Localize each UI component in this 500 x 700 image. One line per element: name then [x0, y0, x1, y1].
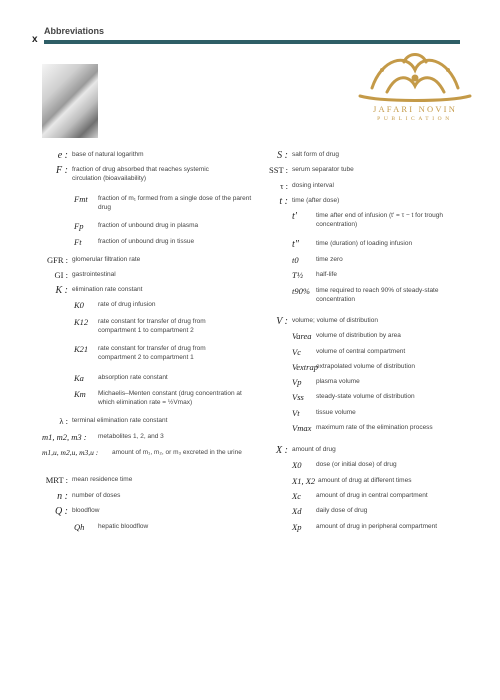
symbol: Vt: [292, 408, 300, 418]
definition: maximum rate of the elimination process: [316, 424, 433, 431]
definition: gastrointestinal: [72, 271, 116, 278]
symbol: t′: [292, 211, 297, 222]
symbol: K0: [74, 300, 84, 310]
definition: half-life: [316, 271, 337, 278]
symbol: MRT :: [45, 475, 68, 485]
symbol: X0: [292, 460, 302, 470]
definition: dosing interval: [292, 182, 334, 189]
definition: daily dose of drug: [316, 507, 368, 514]
definition: number of doses: [72, 492, 121, 499]
symbol: Ka: [74, 373, 84, 383]
symbol: Xc: [292, 491, 301, 501]
definition: time (after dose): [292, 197, 340, 204]
definition: fraction of drug absorbed that reaches systemic circulation (bioavailability): [72, 166, 209, 182]
logo-name: JAFARI NOVIN: [372, 104, 458, 114]
definition: glomerular filtration rate: [72, 256, 141, 263]
symbol: Varea: [292, 331, 312, 341]
definition: fraction of unbound drug in tissue: [98, 238, 195, 245]
definition: time (duration) of loading infusion: [316, 240, 413, 247]
definition: volume of central compartment: [316, 348, 406, 355]
definition: time required to reach 90% of steady-state concentration: [316, 287, 439, 303]
definition: elimination rate constant: [72, 286, 143, 293]
symbol: K12: [74, 317, 89, 327]
symbol: Fp: [74, 221, 84, 231]
symbol: τ :: [280, 181, 288, 191]
symbol: K :: [55, 285, 68, 296]
definition: hepatic bloodflow: [98, 523, 149, 530]
definition: base of natural logarithm: [72, 151, 144, 158]
definition: time zero: [316, 256, 343, 263]
symbol: m1, m2, m3 :: [42, 432, 87, 442]
definition: bloodflow: [72, 507, 100, 514]
symbol: V :: [276, 316, 288, 327]
symbol: Vmax: [292, 423, 312, 433]
definition: time after end of infusion (t′ = τ − t for trough concentration): [316, 212, 443, 228]
symbol: SST :: [269, 165, 288, 175]
definition: amount of drug in peripheral compartment: [316, 523, 438, 530]
symbol: X1, X2: [292, 476, 316, 486]
publisher-logo: [352, 48, 478, 130]
definition: dose (or initial dose) of drug: [316, 461, 397, 468]
symbol: e :: [57, 150, 68, 161]
symbol: n :: [57, 491, 68, 502]
symbol: Qh: [74, 522, 85, 532]
symbol: Vss: [292, 392, 304, 402]
header-rule: [44, 40, 460, 44]
definition: rate of drug infusion: [98, 301, 156, 308]
definition: amount of drug in central compartment: [316, 492, 428, 499]
definition: amount of drug: [292, 446, 336, 453]
decorative-photo: [42, 64, 98, 138]
definition: Michaelis–Menten constant (drug concentration at which elimination rate = ½Vmax): [98, 390, 242, 406]
symbol: X :: [276, 445, 288, 456]
page-header: [32, 26, 460, 46]
symbol: m1,u, m2,u, m3,u :: [42, 448, 99, 457]
symbol: t0: [292, 255, 299, 265]
definition: metabolites 1, 2, and 3: [98, 433, 164, 440]
symbol: Vc: [292, 347, 301, 357]
definition: rate constant for transfer of drug from compartment 2 to compartment 1: [98, 345, 206, 361]
symbol: t″: [292, 239, 299, 250]
definition: mean residence time: [72, 476, 133, 483]
definition: extrapolated volume of distribution: [316, 363, 416, 370]
definition: absorption rate constant: [98, 374, 168, 381]
definition: amount of drug at different times: [318, 477, 412, 484]
symbol: Vp: [292, 377, 302, 387]
definition: volume; volume of distribution: [292, 317, 378, 324]
symbol: t90%: [292, 286, 310, 296]
definition: volume of distribution by area: [316, 332, 401, 339]
definition: amount of m₁, m₂, or m₃ excreted in the urine: [112, 449, 242, 456]
symbol: S :: [277, 150, 288, 161]
symbol: λ :: [59, 416, 68, 426]
definition: salt form of drug: [292, 151, 339, 158]
definition: serum separator tube: [292, 166, 354, 173]
page-title: Abbreviations: [44, 26, 105, 36]
definition: steady-state volume of distribution: [316, 393, 415, 400]
logo-ornament: [352, 48, 478, 104]
symbol: T½: [292, 270, 304, 280]
symbol: GI :: [54, 270, 68, 280]
definition: rate constant for transfer of drug from compartment 1 to compartment 2: [98, 318, 206, 334]
page-number: x: [32, 34, 38, 45]
definition: plasma volume: [316, 378, 360, 385]
symbol: Ft: [74, 237, 82, 247]
symbol: K21: [74, 344, 89, 354]
definition: fraction of m₁ formed from a single dose of the parent drug: [98, 195, 252, 211]
symbol: t :: [279, 196, 288, 207]
symbol: Km: [74, 389, 86, 399]
logo-subtitle: PUBLICATION: [377, 116, 453, 122]
symbol: Q :: [54, 506, 68, 517]
symbol: Xp: [292, 522, 302, 532]
definition: terminal elimination rate constant: [72, 417, 168, 424]
symbol: GFR :: [46, 255, 68, 265]
definition: fraction of unbound drug in plasma: [98, 222, 199, 229]
symbol: Xd: [292, 506, 302, 516]
symbol: Fmt: [74, 194, 88, 204]
definition: tissue volume: [316, 409, 356, 416]
symbol: F :: [56, 165, 68, 176]
symbol: Vextrap: [292, 362, 318, 372]
